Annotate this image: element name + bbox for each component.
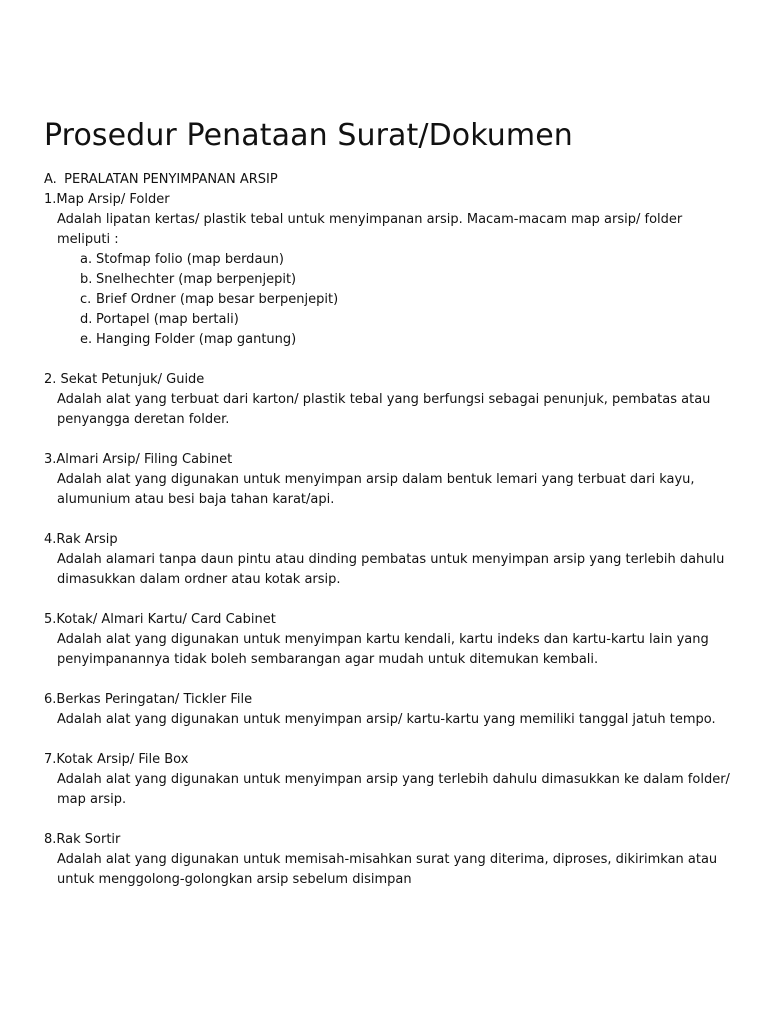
item-number: 4. <box>44 532 57 547</box>
item-title-text: Rak Arsip <box>56 532 118 547</box>
item-number: 7. <box>44 752 57 767</box>
sublist-text: Stofmap folio (map berdaun) <box>96 252 284 267</box>
section-heading <box>44 170 734 190</box>
item-description: Adalah alat yang digunakan untuk menyimpan arsip yang terlebih dahulu dimasukkan ke dalam folder/ map arsip. <box>57 772 730 807</box>
item-description: Adalah alat yang digunakan untuk menyimpan kartu kendali, kartu indeks dan kartu-kartu lain yang penyimpanannya tidak boleh sembarangan agar mudah untuk ditemukan kembali. <box>57 632 709 667</box>
item-number: 6. <box>44 692 57 707</box>
item-title-text: Map Arsip/ Folder <box>56 192 170 207</box>
list-item <box>44 370 734 430</box>
sublist-item <box>44 290 734 310</box>
sublist-item <box>44 310 734 330</box>
list-item <box>44 610 734 670</box>
item-title <box>44 610 734 630</box>
item-description: Adalah lipatan kertas/ plastik tebal untuk menyimpanan arsip. Macam-macam map arsip/ folder meliputi : <box>57 212 683 247</box>
list-item <box>44 830 734 890</box>
item-description: Adalah alat yang digunakan untuk menyimpan arsip dalam bentuk lemari yang terbuat dari kayu, alumunium atau besi baja tahan karat/api. <box>57 472 695 507</box>
section-heading-text: PERALATAN PENYIMPANAN ARSIP <box>64 172 278 187</box>
item-title <box>44 370 734 390</box>
item-title-text: Sekat Petunjuk/ Guide <box>60 372 205 387</box>
sublist-text: Snelhechter (map berpenjepit) <box>96 272 297 287</box>
sublist-marker: d. <box>80 312 93 327</box>
item-title-text: Kotak/ Almari Kartu/ Card Cabinet <box>56 612 276 627</box>
sublist-text: Brief Ordner (map besar berpenjepit) <box>96 292 339 307</box>
item-description: Adalah alat yang digunakan untuk menyimpan arsip/ kartu-kartu yang memiliki tanggal jatuh tempo. <box>57 712 716 727</box>
list-item <box>44 530 734 590</box>
sublist <box>44 250 734 350</box>
item-description: Adalah alamari tanpa daun pintu atau dinding pembatas untuk menyimpan arsip yang terlebih dahulu dimasukkan dalam ordner atau kotak arsip. <box>57 552 725 587</box>
item-number: 2. <box>44 372 61 387</box>
sublist-marker: e. <box>80 332 93 347</box>
item-description: Adalah alat yang terbuat dari karton/ plastik tebal yang berfungsi sebagai penunjuk, pembatas atau penyangga deretan folder. <box>57 392 711 427</box>
item-title <box>44 750 734 770</box>
item-title-text: Berkas Peringatan/ Tickler File <box>56 692 253 707</box>
section-letter: A. <box>44 172 57 187</box>
sublist-item <box>44 250 734 270</box>
item-title-text: Kotak Arsip/ File Box <box>56 752 189 767</box>
sublist-marker: b. <box>80 272 93 287</box>
list-item <box>44 450 734 510</box>
item-number: 8. <box>44 832 57 847</box>
sublist-item <box>44 330 734 350</box>
list-item <box>44 690 734 730</box>
item-title <box>44 690 734 710</box>
list-item <box>44 750 734 810</box>
document-body <box>44 170 734 890</box>
sublist-item <box>44 270 734 290</box>
page-title: Prosedur Penataan Surat/Dokumen <box>44 118 573 154</box>
sublist-marker: a. <box>80 252 93 267</box>
item-title <box>44 830 734 850</box>
sublist-marker: c. <box>80 292 92 307</box>
item-title-text: Rak Sortir <box>56 832 121 847</box>
item-title <box>44 190 734 210</box>
item-number: 1. <box>44 192 57 207</box>
list-item <box>44 190 734 350</box>
item-title <box>44 450 734 470</box>
sublist-text: Hanging Folder (map gantung) <box>96 332 297 347</box>
item-title-text: Almari Arsip/ Filing Cabinet <box>56 452 233 467</box>
item-title <box>44 530 734 550</box>
sublist-text: Portapel (map bertali) <box>96 312 239 327</box>
item-description: Adalah alat yang digunakan untuk memisah-misahkan surat yang diterima, diproses, dikirimkan atau untuk menggolong-golongkan arsip sebelum disimpan <box>57 852 718 887</box>
item-number: 3. <box>44 452 57 467</box>
item-number: 5. <box>44 612 57 627</box>
